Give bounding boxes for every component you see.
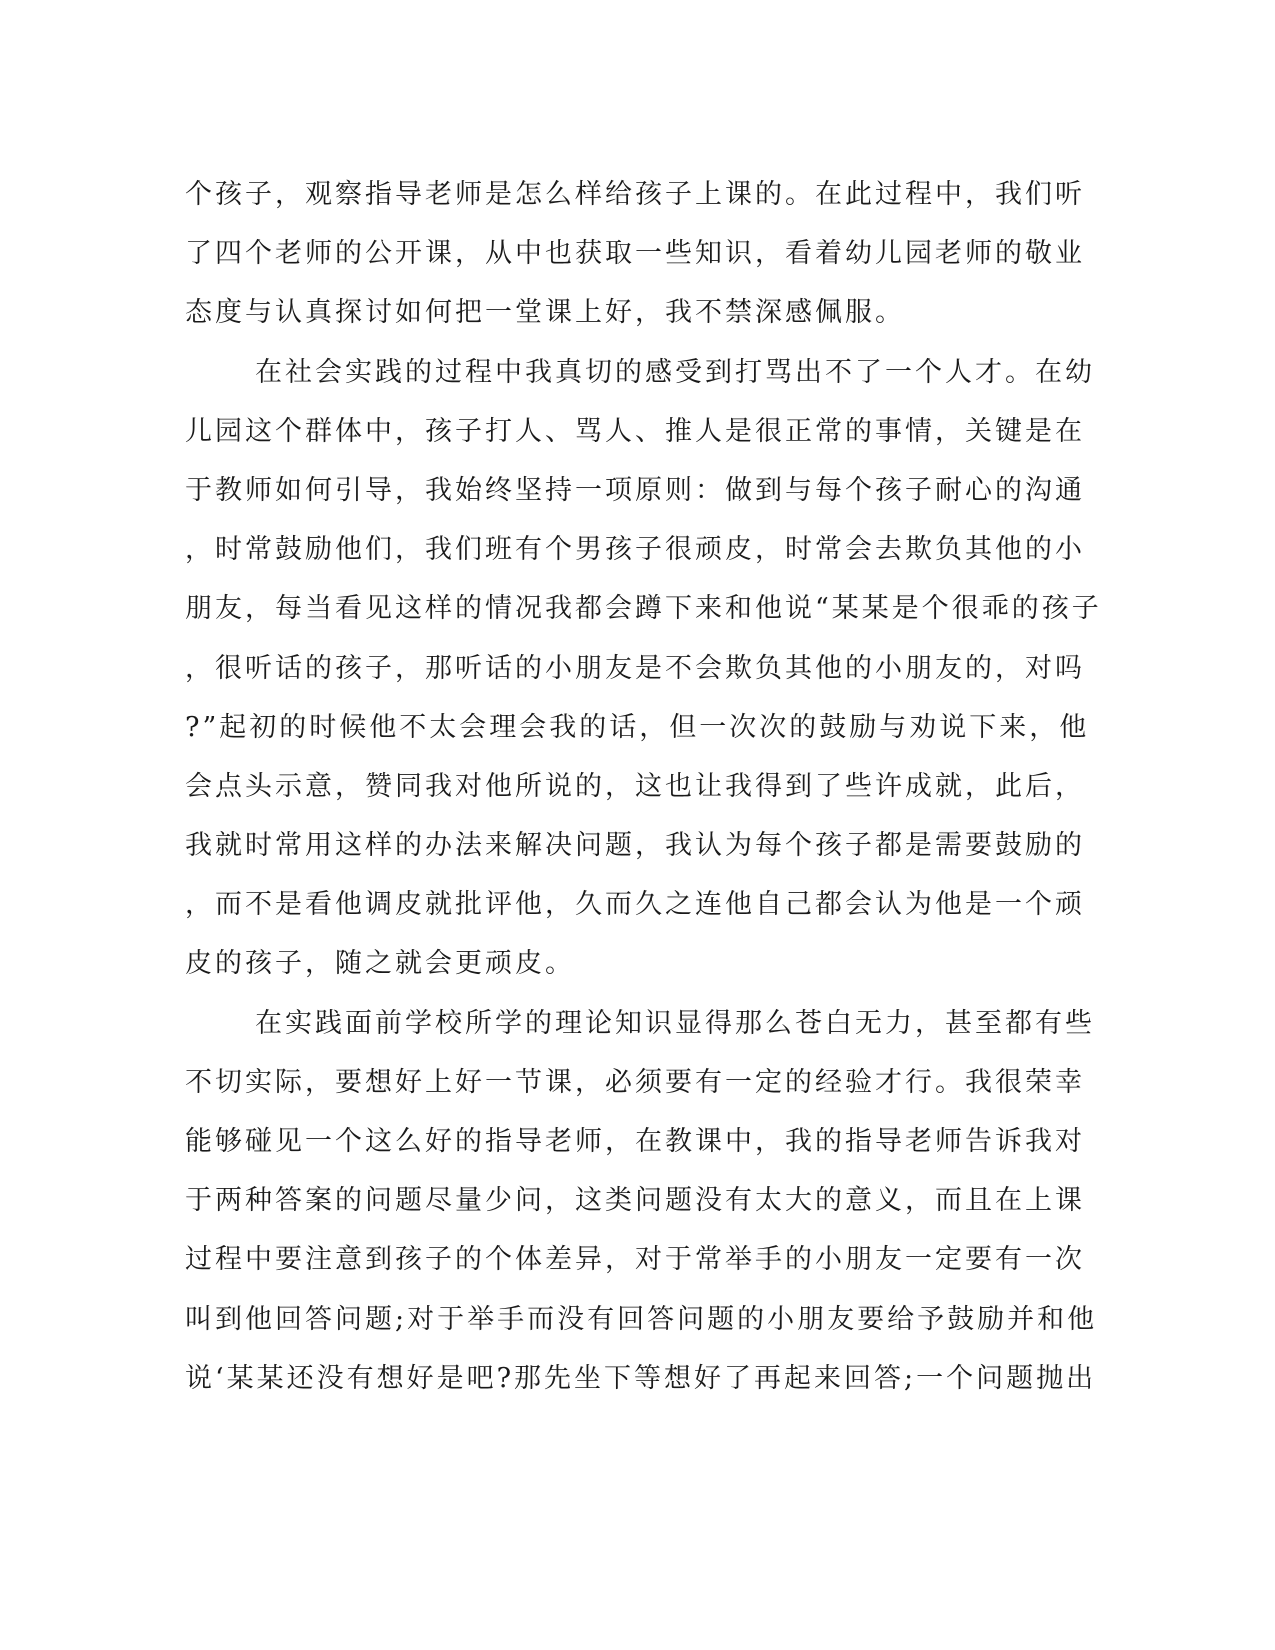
text-line: 于教师如何引导，我始终坚持一项原则：做到与每个孩子耐心的沟通 bbox=[185, 474, 1085, 506]
text-line: 皮的孩子，随之就会更顽皮。 bbox=[185, 948, 575, 980]
text-line: 了四个老师的公开课，从中也获取一些知识，看着幼儿园老师的敬业 bbox=[185, 238, 1085, 270]
text-line: ?”起初的时候他不太会理会我的话，但一次次的鼓励与劝说下来，他 bbox=[185, 711, 1090, 743]
text-line: 叫到他回答问题;对于举手而没有回答问题的小朋友要给予鼓励并和他 bbox=[185, 1303, 1098, 1335]
text-line: 不切实际，要想好上好一节课，必须要有一定的经验才行。我很荣幸 bbox=[185, 1066, 1085, 1098]
text-line: 朋友，每当看见这样的情况我都会蹲下来和他说“某某是个很乖的孩子 bbox=[185, 593, 1102, 625]
text-line: ，而不是看他调皮就批评他，久而久之连他自己都会认为他是一个顽 bbox=[185, 889, 1085, 921]
text-line: 说‘某某还没有想好是吧?那先坐下等想好了再起来回答;一个问题抛出 bbox=[185, 1362, 1097, 1394]
text-line: 态度与认真探讨如何把一堂课上好，我不禁深感佩服。 bbox=[185, 297, 905, 329]
text-line: 会点头示意，赞同我对他所说的，这也让我得到了些许成就，此后， bbox=[185, 770, 1085, 802]
text-line: 于两种答案的问题尽量少问，这类问题没有太大的意义，而且在上课 bbox=[185, 1185, 1085, 1217]
text-line: 能够碰见一个这么好的指导老师，在教课中，我的指导老师告诉我对 bbox=[185, 1126, 1085, 1157]
text-line: 我就时常用这样的办法来解决问题，我认为每个孩子都是需要鼓励的 bbox=[185, 830, 1085, 862]
text-line: ，很听话的孩子，那听话的小朋友是不会欺负其他的小朋友的，对吗 bbox=[185, 652, 1085, 684]
paragraph-first-line: 在社会实践的过程中我真切的感受到打骂出不了一个人才。在幼 bbox=[255, 356, 1095, 388]
text-line: 过程中要注意到孩子的个体差异，对于常举手的小朋友一定要有一次 bbox=[185, 1244, 1085, 1276]
body-text bbox=[185, 165, 1102, 1408]
text-line: 儿园这个群体中，孩子打人、骂人、推人是很正常的事情，关键是在 bbox=[185, 415, 1085, 447]
text-line: 个孩子，观察指导老师是怎么样给孩子上课的。在此过程中，我们听 bbox=[185, 179, 1085, 210]
text-line: ，时常鼓励他们，我们班有个男孩子很顽皮，时常会去欺负其他的小 bbox=[185, 534, 1085, 566]
paragraph-first-line: 在实践面前学校所学的理论知识显得那么苍白无力，甚至都有些 bbox=[255, 1007, 1095, 1039]
